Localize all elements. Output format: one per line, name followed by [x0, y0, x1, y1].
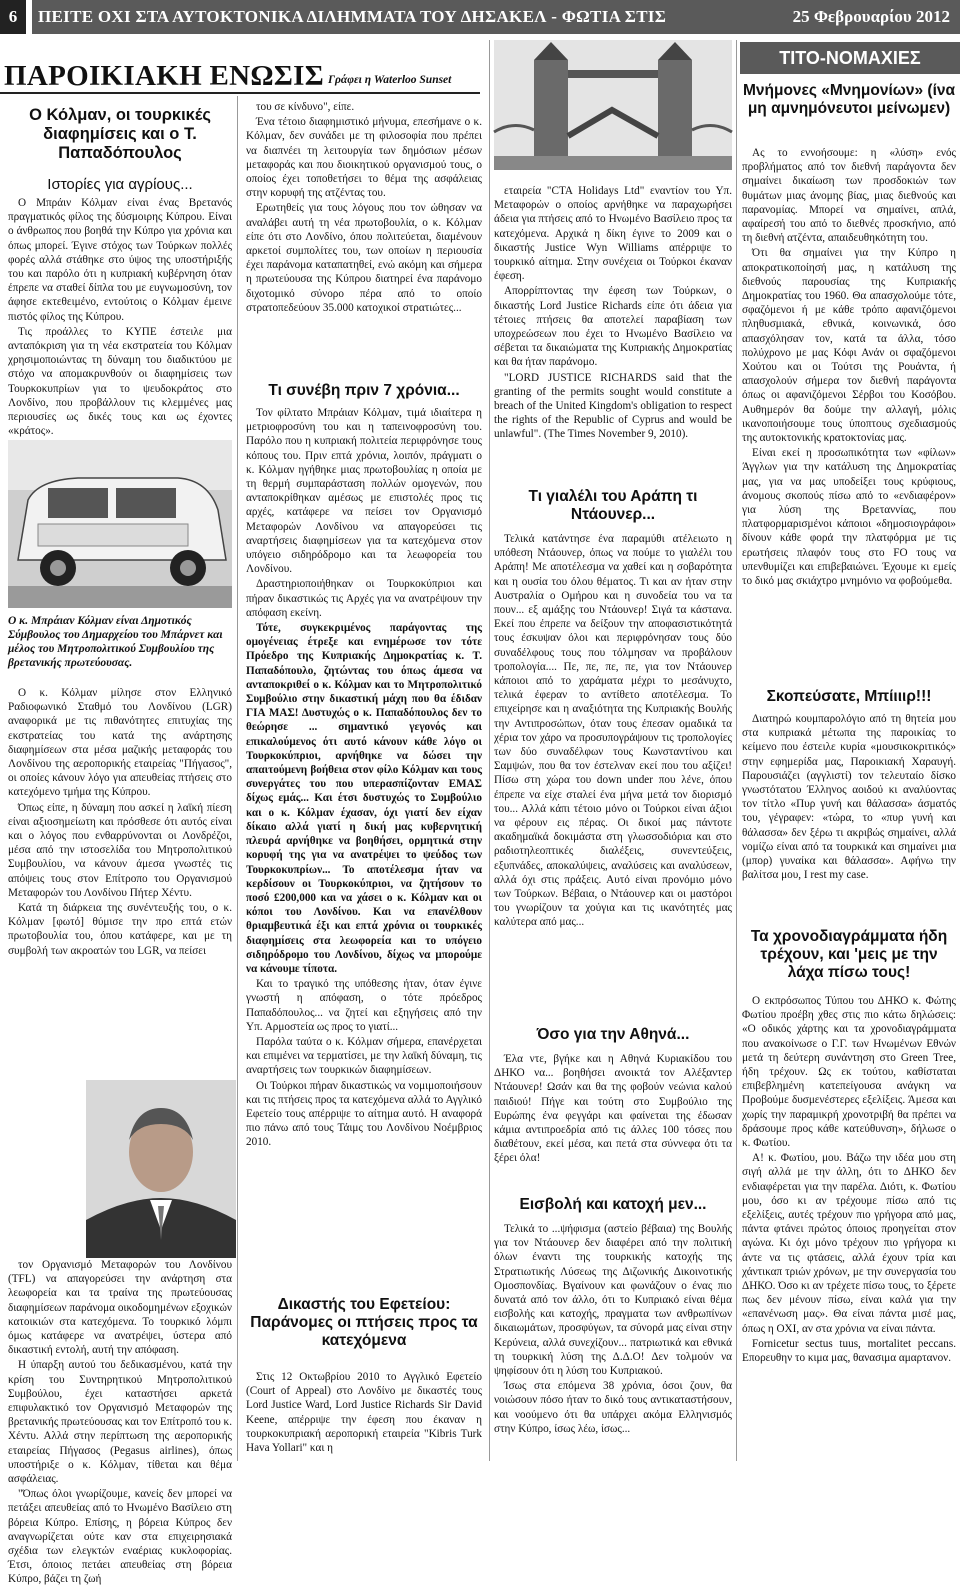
article-body: [494, 532, 732, 1020]
paragraph: "Όπως όλοι γνωρίζουμε, κανείς δεν μπορεί να πετάξει απευθείας από το Ηνωμένο Βασίλειο στη βόρεια Κύπρο. Επίσης, η βόρεια Κύπρος δεν αναγνωρίζεται ούτε καν στα επιχειρησιακά σχέδια των ελεγκτών εναέριας κυκλοφορίας. Έτσι, όποιος πετάει απευθείας στη βόρεια Κύπρο, βάζει τη ζωή: [8, 1488, 232, 1586]
col4-headline: Μνήμονες «Μνημονίων» (ίνα μη αμνημόνευτοι μείνωμεν): [742, 82, 956, 117]
page-number: 6: [0, 0, 26, 34]
column-title-bar: ΤΙΤΟ-ΝΟΜΑΧΙΕΣ: [740, 42, 960, 74]
paragraph: του σε κίνδυνο", είπε.: [256, 101, 355, 113]
paragraph: Είναι εκεί η προσωπικότητα των «φίλων» Άγγλων για την κατάλυση της Δημοκρατίας μας, για να μας υποδείξει τους κρύφιους, άνομους σκοπούς πίσω από το «ενδιαφέρον» για λύση της Βρεταννίας, που πλατφορμαρισμένοι κάποιοι «δημοσιογράφοι» δίνουν κάθε φορά την πλατφόρμα με τις ερωτήσεις πλαφόν τους στο FO τους να υπενθυμίζει και επιβεβαιώνει. Έχουμε κι εμείς το δικό μας σκιάχτρο μνημόνιο να φοβούμεθα.: [742, 447, 956, 588]
paragraph: Οι Τούρκοι πήραν δικαστικώς να νομιμοποιήσουν και τις πτήσεις προς τα κατεχόμενα αλλά το Αγγλικό Εφετείο τους απέρριψε το αίτημα αυτό. Η αναφορά πιο πάνω από τους Τάιμς του Λονδίνου Νοέμβριος 2010.: [246, 1079, 482, 1149]
paragraph: Ο εκπρόσωπος Τύπου του ΔΗΚΟ κ. Φώτης Φωτίου προέβη χθες στις πιο κάτω δηλώσεις: «Ο οδικός χάρτης και τα χρονοδιαγράμματα που ανακοίνωσε ο Γ.Γ. των Ηνωμένων Εθνών μετά τη δεύτερη συνάντηση στο Green Tree, ήδη τρέχουν. Ως εκ τούτου, καθίσταται επιβεβλημένη κατεπείγουσα ανάγκη να Προβούμε δυσμενέστερες εξελίξεις. Άμεσα και χωρίς την παραμικρή χρονοτριβή θα πρέπει να δράσουμε προς κάθε κατεύθυνση», δήλωσε ο κ. Φωτίου.: [742, 995, 956, 1150]
col3-heading: Εισβολή και κατοχή μεν...: [519, 1196, 707, 1213]
article-body: [246, 100, 482, 372]
article-body: [8, 1258, 232, 1586]
paragraph: Έλα ντε, βγήκε και η Αθηνά Κυριακίδου του ΔΗΚΟ να... βοηθήσει ανοικτά τον Αλέξαντερ Ντάουνερ! Ωσάν και θα της φοβούν νεώνια καλού παιδιού! Πήγε και τούτη στο Συμβούλιο της Ευρώπης ένα φεγγάρι και φαίνεται της έδωσαν κάμια αντιπροεδρία από τις άλλες 100 τόσες που διαθέτουν, εκεί μέσα, και πετά στα σύννεφα ότι τα ξέρει όλα!: [494, 1053, 732, 1165]
article-body: [742, 994, 956, 1462]
paragraph: Ας το εννοήσουμε: η «λύση» ενός προβλήματος από τον διεθνή παράγοντα δεν σημαίνει δικαίωση των προσδοκιών των θυμάτων μιας άνομης βίας, μιας διεθνούς και παρανομίας. Μπορεί να σημαίνει, απλά, αφαίρεσή του από το διεθνές προσκήνιο, από τη διεθνή ατζέντα, απαιδευθηκότητη του.: [742, 147, 956, 245]
paragraph: Fornicetur sectus tuus, mortalitet peccans. Επορευθην το κιμα μας, θανασιμα αμαρτανον.: [742, 1337, 956, 1365]
article-body: [246, 406, 482, 1264]
article-body: [742, 712, 956, 918]
article-body: [8, 686, 232, 1088]
col1-headline: Ο Κόλμαν, οι τουρκικές διαφημίσεις και ο Τ. Παπαδόπουλος: [29, 106, 211, 162]
portrait-illustration: [86, 1080, 236, 1258]
article-body: [494, 1222, 732, 1462]
paragraph: Κατά τη διάρκεια της συνέντευξής του, ο κ. Κόλμαν [φωτό] θύμισε την προ επτά ετών πρωτοβουλία του, όπου κατάφερε, και με τη συμβολή των ακροατών του LGR, να πείσει: [8, 902, 232, 957]
article-body: [494, 1052, 732, 1184]
column-divider: [736, 40, 737, 1461]
paragraph: Παρόλα ταύτα ο κ. Κόλμαν σήμερα, επανέρχεται και επιμένει να τερματίσει, με την λαϊκή δύναμη, τις αναρτήσεις των τουρκικών διαφημίσεων.: [246, 1035, 482, 1077]
article-body: [246, 1370, 482, 1460]
divider: [0, 92, 480, 94]
taxi-illustration: [8, 440, 232, 608]
paragraph: Τον φίλτατο Μπράιαν Κόλμαν, τιμά ιδιαίτερα η μετριοφροσύνη του και η ταπεινοφροσύνη του. Παρόλο που η κυπριακή πολιτεία περιφρόνησε τους κόπους του. Πριν επτά χρόνια, λοιπόν, πράγματι ο κ. Κόλμαν ηγήθηκε μιας πρωτοβουλίας η οποία με τη θερμή συμπαράσταση πολλών ομογενών, που ανταποκρίθηκαν αμέσως με επιστολές προς τις αρχές, κατάφερε να πείσει τον Οργανισμό Μεταφορών Λονδίνου να απαγορεύσει τις αναρτήσεις διαφημίσεων για τα κατεχόμενα στον υπόγειο σιδηρόδρομο και τα λεωφορεία του Λονδίνου.: [246, 407, 482, 576]
paragraph: Τότε, συγκεκριμένος παράγοντας της ομογένειας έτρεξε και ενημέρωσε τον τότε Πρόεδρο της Κυπριακής Δημοκρατίας κ. Τ. Παπαδόπουλο, ζητώντας του όπως άμεσα να ανταποκριθεί ο κ. Κόλμαν και το Μητροπολιτικό Συμβούλιο στην δικαστική μάχη που θα έδιδαν ΓΙΑ ΜΑΣ! Δυστυχώς ο κ. Παπαδόπουλος δεν το θεώρησε ... σημαντικό γεγονός και επικαλούμενος ότι αυτό κάνουν κάθε λόγο οι Τουρκοκύπριοι, αρνήθηκε να δώσει την απαιτούμενη βοήθεια στον φίλο Κόλμαν και τους συνεργάτες του που υπερασπίζονταν ΕΜΑΣ δίχως εμάς... Και έτσι δυστυχώς το Συμβούλιο και ο κ. Κόλμαν έχασαν, όχι γιατί δεν είχαν δίκαιο αλλά γιατί η δική μας κυβερνητική πλευρά αρνήθηκε να βοηθήσει, ορμητικά στην κορυφή της για να ανατρέψει το ψεύδος των Τουρκοκυπρίων... Το αποτέλεσμα ήταν να κερδίσουν οι Τουρκοκύπριοι, να ζητήσουν το ποσό £200,000 και να χάσει ο κ. Κόλμαν και οι κόποι του Λονδίνου. Και να επανέλθουν θριαμβευτικά έξι και επτά χρόνια οι τουρκικές διαφημίσεις στα λεωφορεία και το υπόγειο σιδηρόδρομο του Λονδίνου, δίχως να μπορούμε να κάνουμε τίποτα.: [246, 622, 482, 975]
paragraph: Ερωτηθείς για τους λόγους που τον ώθησαν να αναλάβει αυτή τη νέα πρωτοβουλία, ο κ. Κόλμαν είπε ότι στο Λονδίνο, όπου πολιτεύεται, διαμένουν αρκετοί συμπολίτες του, των οποίων η περιουσία έχει παράνομα καταπατηθεί, ενώ ακόμη και σήμερα η πρωτεύουσα της Κύπρου διατηρεί ένα παράνομο διχοτομικό σύνορο πέρα από το οποίο στρατοπεδεύουν 35.000 κατοχικοί στρατιώτες...: [246, 202, 482, 314]
article-body: [494, 184, 732, 446]
tower-bridge-illustration: [494, 40, 732, 170]
byline: Γράφει η Waterloo Sunset: [328, 74, 452, 86]
article-body: [8, 196, 232, 438]
paragraph: εταιρεία "CTA Holidays Ltd" εναντίον του Υπ. Μεταφορών ο οποίος αρνήθηκε να παραχωρήσει άδεια για πτήσεις από το Ηνωμένο Βασίλειο προς τα κατεχόμενα. Αρχικά η δίκη έγινε το 2009 και ο δικαστής Justice Wyn Williams απέρριψε το τουρκικό αίτημα. Στην συνέχεια οι Τούρκοι έκαναν έφεση.: [494, 185, 732, 283]
paragraph: Στις 12 Οκτωβρίου 2010 το Αγγλικό Εφετείο (Court of Appeal) στο Λονδίνο με δικαστές τους Lord Justice Ward, Lord Justice Richards Sir David Keene, απέρριψε την έφεση που έκαναν η τουρκοκυπριακή αεροπορική εταιρεία "Kibris Turk Hava Yollari" και η: [246, 1371, 482, 1455]
paragraph: Δραστηριοποιήθηκαν οι Τουρκοκύπριοι και πήραν δικαστικώς τις Αρχές για να ανατρέψουν την απόφαση εκείνη.: [246, 578, 482, 619]
paragraph: Η ύπαρξη αυτού του δεδικασμένου, κατά την κρίση του Συντηρητικού Μητροπολιτικού Συμβούλου, έχει καταστήσει αρκετά επιφυλακτικό τον Οργανισμό Μεταφορών της βρετανικής πρωτεύουσας και τον Επίτροπό του κ. Χέντυ. Αλλά στην περίπτωση της αεροπορικής εταιρείας Πήγασος (Pegasus airlines), όπως υποστήριξε ο κ. Κόλμαν, τίθεται και θέμα ασφάλειας.: [8, 1359, 232, 1486]
paragraph: Ίσως στα επόμενα 38 χρόνια, όσοι ζουν, θα νοιώσουν πόσο ήταν το δικό τους αντικαταστήσουν, και νοούμενο ότι θα υπάρχει ακόμα Ελληνισμός στην Κύπρο, ίσως λέω, ίσως...: [494, 1380, 732, 1435]
photo-caption: Ο κ. Μπράιαν Κόλμαν είναι Δημοτικός Σύμβουλος του Δημαρχείου του Μπάρνετ και μέλος του Μητροπολιτικού Συμβουλίου της βρετανικής πρωτεύουσας.: [8, 615, 223, 669]
tower-bridge-photo: [494, 40, 732, 170]
col2-heading: Δικαστής του Εφετείου: Παράνομες οι πτήσεις προς τα κατεχόμενα: [250, 1296, 478, 1349]
col1-subhead: Ιστορίες για αγρίους...: [47, 176, 193, 193]
paragraph: Τελικά κατάντησε ένα παραμύθι ατέλειωτο η υπόθεση Ντάουνερ, όπως να πούμε το γιαλέλι του Αράπη! Με αποτέλεσμα να χαθεί και η σοβαρότητα και η ουσία του όλου θέματος. Τι και αν ήταν στην Αυστραλία ο Ομήρου και η συνοδεία του να τα πουν... εξ αμάξης του Ντάουνερ! Σιγά τα κάστανα. Εκεί που έπρεπε να δείξουν την αποφασιστικότητά τους έσκυψαν όλοι και περιφρόνησαν τους δύο συναδέλφους τους που τόλμησαν να προβάλουν τροπολογία.... Πε, πε, πε, πε, για τον Ντάουνερ κάποιοι από το χαράματα μέχρι το μεσάνυχτο, τελικά έφεραν το αντίθετο αποτέλεσμα. Το επιχείρησε και η αναξιότητα της Κυπριακής Βουλής την Αντιπροσώπων, όταν τους έπεσαν ομαδικά τα χέρια τον χάρο να προσυπογράψουν τις τροπολογίες των δύο συναδέλφων τους Κωνσταντίνου και Σαμψών, που θα τον έστελναν εκεί που του αξίζει! Πίσω στη χώρα του down under που λένε, όπου έπρεπε να είχε σταλεί ένα μήνα μετά τον διορισμό του... Αλλά κάπι τέτοιο μόνο οι Τούρκοι είναι άξιοι να φέρουν εις πέρας. Οι δικοί μας πάντοτε ακαδημαϊκά δοκιμάστα στη γλωσσοδιόρια και στο ραδιοτηλεοπτικές διαλέξεις, συνεντεύξεις, εξυπνάδες, αποκαλύψεις, αναλύσεις και αναλύσεων, αλλά όχι στις πράξεις. Αυτό είναι προνόμιο μόνο των Τούρκων. Βέβαια, ο Ντάουνερ και οι μαστόροι του γνωρίζουν τα χούγια και τις ικανότητές μας καλύτερα από μας...: [494, 533, 732, 929]
paragraph: Ότι θα σημαίνει για την Κύπρο η αποκρατικοποίησή μας, η κατάλυση της διεθνούς παρουσίας της Κυπριακής Δημοκρατίας του 1960. Θα απασχολούμε τότε, σφαζόμενοι ή με κάθε τρόπο αφανιζόμενοι πληθυσμιακά, εθνικά, κοινωνικά, όσο απασχόλησαν τον, κατά τα άλλα, τόσο πολύχρονο με μας Κόφι Ανάν οι σφαζόμενοι Χούτου και οι Τούτσι της Ρουάντα, ή απασχολούν σήμερα τον διεθνή παράγοντα όπως οι αφανιζόμενοι Σέρβοι του Κοσόβου. Αυθημερόν θα δούμε την αλλαγή, μόλις ικανοποιήσουμε τους ύποπτους σχεδιασμούς της αυτοκτονικής κρατοκτονίας μας.: [742, 247, 956, 445]
paragraph: Τελικά το ...ψήφισμα (αστείο βέβαια) της Βουλής για τον Ντάουνερ δεν διαφέρει από την πολιτική όλων έναντι της τουρκικής κατοχής της Στρατιωτικής Λύσεως της Διζωνικής Δικοινοτικής Ομοσπονδίας. Βγαίνουν και φωνάζουν ο ένας πιο δυνατά από τον άλλο, ότι το Κυπριακό είναι θέμα εισβολής και κατοχής, πραγματα των ανθρωπίνων δικαιωμάτων, προσφύγων, τα σύνορά μας είναι στην Κερύνεια, αλλά συνεχίζουν... πατριωτικά και εθνικά τη τουρκική λύση της Δ.Δ.Ο! Δεν τολμούν να ψηφίσουν ότι η λύση του Κυπριακού.: [494, 1223, 732, 1378]
column-divider: [237, 96, 238, 1461]
paragraph: Τις προάλλες το ΚΥΠΕ έστειλε μια ανταπόκριση για τη νέα εκστρατεία του Κόλμαν χρησιμοποιώντας τη δύναμη του διαδικτύου με στόχο να απομακρυνθούν οι διαφημίσεις των Τουρκοκυπρίων για το ψευδοκράτος στο Λονδίνο, που προβάλλουν τις κλεμμένες μας περιουσίες ως δικές τους και ως έχοντες «κράτος».: [8, 325, 232, 438]
section-title: ΠΑΡΟΙΚΙΑΚΗ ΕΝΩΣΙΣ: [4, 60, 325, 92]
paragraph: τον Οργανισμό Μεταφορών του Λονδίνου (TFL) να απαγορεύσει την ανάρτηση στα λεωφορεία και τα τραίνα της πρωτεύουσας διαφημίσεων παράνομα οικοδομημένων εξοχικών κατοικιών στα κατεχόμενα. Το τουρκικό λόμπι όμως κατάφερε να ανατρέψει, ύστερα από δικαστική εντολή, αυτή την απόφαση.: [8, 1259, 232, 1357]
paragraph: "LORD JUSTICE RICHARDS said that the granting of the permits sought would constitute a breach of the United Kingdom's obligation to respect the rights of the Republic of Cyprus and would be unlawful". (The Times November 9, 2010).: [494, 371, 732, 441]
portrait-photo: [86, 1080, 236, 1258]
article-body: [742, 146, 956, 672]
column-divider: [489, 40, 490, 1461]
paragraph: Α! κ. Φωτίου, μου. Βάζω την ιδέα μου στη σιγή αλλά με την άλλη, ότι το ΔΗΚΟ δεν ενδιαφέρεται για την παρέλα. Διότι, κ. Φωτίου μου, όσο κι αν τρέχουμε πίσω από τις εξελίξεις, αυτές τρέχουν πιο γρήγορα από μας, πάντα φτάνει πρώτος όποιος προηγείται στον αγώνα. Κι όχι μόνο τρέχουν πιο γρήγορα κι άντε να τις φτάσεις, αλλά έχουν τρία και χάντικαπ τριών χρόνων, με την συνεργασία του ΔΗΚΟ. Όσο κι αν τρέχετε πίσω τους, το ξέρετε πως δεν μένουν πίσω, είναι καλά για την «επανένωση μας». Θα είναι πάντα μισέ μας, όπως η ΟΧΙ, αν στα χρόνια να είναι πάντα.: [742, 1152, 956, 1335]
paragraph: Και το τραγικό της υπόθεσης ήταν, όταν έγινε γνωστή η απόφαση, ο τότε πρόεδρος Παπαδόπουλος... να ζητεί και εξηγήσεις από την Υπ. Αρμοστεία ως προς το γιατί...: [246, 978, 482, 1033]
paragraph: Ο Μπράιν Κόλμαν είναι ένας Βρετανός πραγματικός φίλος της δύσμοιρης Κύπρου. Είναι ο άνθρωπος που βοηθά την Κύπρο για χρόνια και όπως μπορεί. Έγινε στόχος των Τούρκων πολλές φορές αλλά στάθηκε στο ύψος της υποστήριξής του και παρόλο ότι η κυπριακή κυβέρνηση όταν έπρεπε να σταθεί δίπλα του με ευγνωμοσύνη, τον άφησε εκτεθειμένο, εντούτοις ο Κόλμαν έμεινε πιστός φίλος της Κύπρου.: [8, 197, 232, 323]
paragraph: Ένα τέτοιο διαφημιστικό μήνυμα, επεσήμανε ο κ. Κόλμαν, δεν συνάδει με τη φιλοσοφία που πρέπει να διαπνέει τη λειτουργία των δημόσιων μέσων μεταφοράς και που διοικητικού οργανισμού τους, ο οποίος έχει τοποθετήσει το θέμα της ασφάλειας στην κορυφή της ατζέντας του.: [246, 116, 482, 200]
header-title: ΠΕΙΤΕ ΟΧΙ ΣΤΑ ΑΥΤΟΚΤΟΝΙΚΑ ΔΙΛΗΜΜΑΤΑ ΤΟΥ ΔΗΣΑΚΕΛ - ΦΩΤΙΑ ΣΤΙΣ ΒΑΣΕΙΣ: [32, 0, 700, 34]
col3-heading: Όσο για την Αθηνά...: [536, 1026, 690, 1043]
taxi-photo: [8, 440, 232, 608]
paragraph: Όπως είπε, η δύναμη που ασκεί η λαϊκή πίεση είναι αξιοσημείωτη και πρόσθεσε ότι αυτός είναι και ο λόγος που ενθαρρύνονται οι Λονδρέζοι, μέσα από την ιστοσελίδα του Μητροπολιτικού Συμβουλίου, να κάνουν άμεσα γνωστές τις απόψεις τους στον Επίτροπο του Οργανισμού Μεταφορών του Λονδίνου Πήτερ Χέντυ.: [8, 801, 232, 899]
col3-heading: Τι γιαλέλι του Αράπη τι Ντάουνερ...: [528, 488, 698, 523]
col4-heading: Τα χρονοδιαγράμματα ήδη τρέχουν, και 'μεις με την λάχα πίσω τους!: [750, 928, 948, 981]
col4-heading: Σκοπεύσατε, Μπίιιιρ!!!: [766, 688, 932, 705]
col2-heading: Τι συνέβη πριν 7 χρόνια...: [268, 382, 460, 399]
paragraph: Απορρίπτοντας την έφεση των Τούρκων, ο δικαστής Lord Justice Richards είπε ότι άδεια για τέτοιες πτήσεις θα αποτελεί παραβίαση των υποχρεώσεων που έχει το Ηνωμένο Βασίλειο να σέβεται τα δικαιώματα της Κυπριακής Δημοκρατίας και θα ήταν παράνομο.: [494, 285, 732, 369]
paragraph: Διατηρώ κουμπαρολόγιο από τη θητεία μου στα κυπριακά μέτωπα της παροικίας το κείμενο που έστειλε κυρία «μουσικοκριτικός» στην εφημερίδα μας, Παροικιακή Χαραυγή. Παρουσιάζει (αγγλιστί) τον τελευταίο δίσκο γνωστότατου Έλληνος αοιδού κι αναλύοντας τον τίτλο «Πυρ γυνή και θάλασσα» άσματός του, γέγραφεν: «τώρα, το «πυρ γυνή και θάλασσα» δεν ξέρω τι ακριβώς σημαίνει, αλλά νομίζω είναι από τα τουρκικά και σημαίνει μια (μπορ) γυναίκα και θάλασσα». Αφήνω την βαλίτσα μου, I rest my case.: [742, 713, 956, 882]
paragraph: Ο κ. Κόλμαν μίλησε στον Ελληνικό Ραδιοφωνικό Σταθμό του Λονδίνου (LGR) αναφορικά με τις πιθανότητες επιτυχίας της εκστρατείας του κατά της ανάρτησης διαφημίσεων στα μέσα μαζικής μεταφοράς του Λονδίνου της αεροπορικής εταιρείας "Πήγασος", οι οποίες κάνουν λόγο για απευθείας πτήσεις στο κατεχόμενο τμήμα της Κύπρου.: [8, 687, 232, 799]
header-date: 25 Φεβρουαρίου 2012: [700, 0, 960, 34]
